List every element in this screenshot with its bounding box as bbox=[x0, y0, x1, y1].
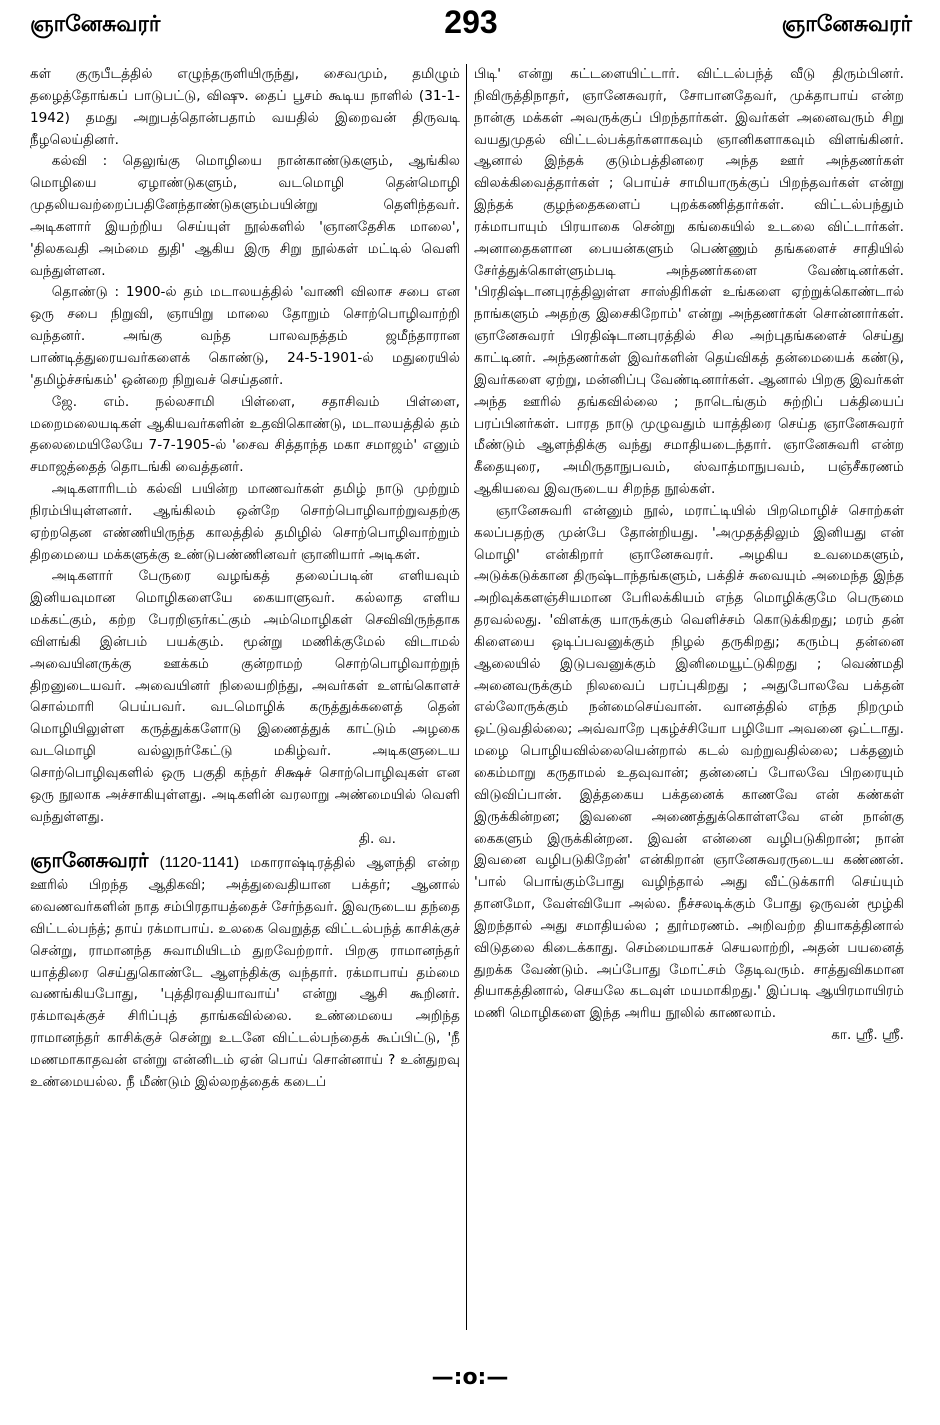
author-signature-row bbox=[30, 829, 460, 851]
text-columns bbox=[30, 64, 910, 1330]
paragraph: கள் குருபீடத்தில் எழுந்தருளியிருந்து, சைவமும், தமிழும் தழைத்தோங்கப் பாடுபட்டு, விஷு. தைப் பூசம் கூடிய நாளில் (31-1-1942) தமது அறுபத்தொன்பதாம் வயதில் இறைவன் திருவடி நீழலெய்தினர். bbox=[30, 66, 460, 148]
paragraph: தொண்டு : 1900-ல் தம் மடாலயத்தில் 'வாணி விலாச சபை என ஒரு சபை நிறுவி, ஞாயிறு மாலை தோறும் சொற்பொழிவாற்றி வந்தனர். அங்கு வந்த பாலவநத்தம் ஜமீந்தாரான பாண்டித்துரையவர்களைக் கொண்டு, 24-5-1901-ல் மதுரையில் 'தமிழ்ச்சங்கம்' ஒன்றை நிறுவச் செய்தனர். bbox=[30, 284, 460, 388]
running-head-right: ஞானேசுவரர் bbox=[781, 12, 912, 37]
page-header bbox=[30, 0, 912, 60]
paragraph: ஜே. எம். நல்லசாமி பிள்ளை, சதாசிவம் பிள்ளை, மறைமலையடிகள் ஆகியவர்களின் உதவிகொண்டு, மடாலயத்தில் தம் தலைமையிலேயே 7-7-1905-ல் 'சைவ சித்தாந்த மகா சமாஜம்' எனும் சமாஜத்தைத் தொடங்கி வைத்தனர். bbox=[30, 393, 460, 476]
paragraph: கல்வி : தெலுங்கு மொழியை நான்காண்டுகளும், ஆங்கில மொழியை ஏழாண்டுகளும், வடமொழி தென்மொழி முதலியவற்றைப்பதினேந்தாண்டுகளும்பயின்று தெளிந்தவர். அடிகளார் இயற்றிய செய்யுள் நூல்களில் 'ஞானதேசிக மாலை', 'திலகவதி அம்மை துதி' ஆகிய இரு சிறு நூல்கள் மட்டில் வெளி வந்துள்ளன. bbox=[30, 153, 460, 279]
author-initials: கா. ஸ்ரீ. ஸ்ரீ. bbox=[831, 1027, 904, 1044]
author-initials: தி. வ. bbox=[358, 830, 396, 847]
section-end-ornament: —:o:— bbox=[431, 1365, 509, 1390]
paragraph: பிடி' என்று கட்டளையிட்டார். விட்டல்பந்த் வீடு திரும்பினர். நிவிருத்திநாதர், ஞானேசுவரர், சோபானதேவர், முக்தாபாய் என்ற நான்கு மக்கள் அவருக்குப் பிறந்தார்கள். இவர்கள் அனைவரும் சிறு வயதுமுதல் விட்டல்பக்தர்களாகவும் ஞானிகளாகவும் விளங்கினர். ஆனால் இந்தக் குடும்பத்தினரை அந்த ஊர் அந்தணர்கள் விலக்கிவைத்தார்கள் ; பொய்ச் சாமியாருக்குப் பிறந்தவர்கள் என்று இந்தக் குழந்தைகளைப் புறக்கணித்தார்கள். விட்டல்பந்தும் ரக்மாபாயும் பிரயாகை சென்று கங்கையில் உடலை விட்டார்கள். அனாதைகளான பையன்களும் பெண்ணும் தங்களைச் சாதியில் சேர்த்துக்கொள்ளும்படி அந்தணர்களை வேண்டினர்கள். 'பிரதிஷ்டானபுரத்திலுள்ள சாஸ்திரிகள் உங்களை ஏற்றுக்கொண்டால் நாங்களும் அதற்கு இசைகிறோம்' என்று அந்தணர்கள் சொன்னார்கள். ஞானேசுவரர் பிரதிஷ்டானபுரத்தில் சில அற்புதங்களைச் செய்து காட்டினர். அந்தணர்கள் இவர்களின் தெய்விகத் தன்மையைக் கண்டு, இவர்களை ஏற்று, மன்னிப்பு வேண்டினார்கள். ஆனால் பிறகு இவர்கள் அந்த ஊரில் தங்கவில்லை ; நாடெங்கும் சுற்றிப் பக்தியைப் பரப்பினர்கள். பாரத நாடு முழுவதும் யாத்திரை செய்த ஞானேசுவரர் மீண்டும் ஆளந்திக்கு வந்து சமாதியடைந்தார். ஞானேசுவரி என்ற கீதையுரை, அமிருதாநுபவம், ஸ்வாத்மாநுபவம், பஞ்சீகரணம் ஆகியவை இவருடைய சிறந்த நூல்கள். bbox=[474, 66, 904, 498]
page-number: 293 bbox=[444, 4, 498, 40]
paragraph: அடிகளாரிடம் கல்வி பயின்ற மாணவர்கள் தமிழ் நாடு முற்றும் நிரம்பியுள்ளனர். ஆங்கிலம் ஒன்றே சொற்பொழிவாற்றுவதற்கு ஏற்றதென எண்ணியிருந்த காலத்தில் தமிழில் சொற்பொழிவாற்றும் திறமையை மக்களுக்கு உண்டுபண்ணினவர் ஞானியார் அடிகள். bbox=[30, 481, 460, 563]
left-column bbox=[30, 64, 460, 1330]
entry-paragraph bbox=[30, 850, 460, 1093]
signature-spacer bbox=[420, 829, 460, 851]
paragraph: ஞானேசுவரி என்னும் நூல், மராட்டியில் பிறமொழிச் சொற்கள் கலப்பதற்கு முன்பே தோன்றியது. 'அமுதத்திலும் இனியது என் மொழி' என்கிறார் ஞானேசுவரர். அழகிய உவமைகளும், அடுக்கடுக்கான திருஷ்டாந்தங்களும், பக்திச் சுவையும் அமைந்த இந்த அறிவுக்களஞ்சியமான பேரிலக்கியம் எந்த மொழிக்குமே பெருமை தரவல்லது. 'விளக்கு யாருக்கும் வெளிச்சம் கொடுக்கிறது; மரம் தன் கிளையை ஒடிப்பவனுக்கும் நிழல் தருகிறது; கரும்பு தன்னை ஆலையில் இடுபவனுக்கும் இனிமையூட்டுகிறது ; வெண்மதி அனைவருக்கும் நிலவைப் பரப்புகிறது ; அதுபோலவே பக்தன் எல்லோருக்கும் நன்மைசெய்வான். வானத்தில் எந்த நிறமும் ஒட்டுவதில்லை; அவ்வாறே புகழ்ச்சியோ பழியோ அவனை ஒட்டாது. மழை பொழியவில்லையென்றால் கடல் வற்றுவதில்லை; பக்தனும் கைம்மாறு கருதாமல் உதவுவான்; தன்னைப் போலவே பிறரையும் விடுவிப்பான். இத்தகைய பக்தனைக் காணவே என் கண்கள் இருக்கின்றன; இவனை அணைத்துக்கொள்ளவே என் நான்கு கைகளும் இருக்கின்றன. இவன் என்னை வழிபடுகிறான்; நான் இவனை வழிபடுகிறேன்' என்கிறான் ஞானேசுவரருடைய கண்ணன். 'பால் பொங்கும்போது வழிந்தால் அது வீட்டுக்காரி செய்யும் தானமோ, வேள்வியோ அல்ல. நீச்சலடிக்கும் போது ஒருவன் மூழ்கி இறந்தால் அது சமாதியல்ல ; தூர்மரணம். அறிவற்ற தியாகத்தினால் விடுதலை கிடைக்காது. செம்மையாகச் செயலாற்றி, அதன் பயனைத் துறக்க வேண்டும். அப்போது மோட்சம் தேடிவரும். சாத்துவிகமான தியாகத்தினால், செயலே கடவுள் மயமாகிறது.' இப்படி ஆயிரமாயிரம் மணி மொழிகளை இந்த அரிய நூலில் காணலாம். bbox=[474, 502, 904, 1022]
paragraph: அடிகளார் பேருரை வழங்கத் தலைப்படின் எளியவும் இனியவுமான மொழிகளையே கையாளுவர். கல்லாத எளிய மக்கட்கும், கற்ற பேரறிஞர்கட்கும் அம்மொழிகள் செவிவிருந்தாக விளங்கி இன்பம் பயக்கும். மூன்று மணிக்குமேல் விடாமல் அவையினருக்கு ஊக்கம் குன்றாமற் சொற்பொழிவாற்றுந் திறனுடையவர். அவையினர் நிலையறிந்து, அவர்கள் உளங்கொளச் சொல்மாரி பெய்பவர். வடமொழிக் கருத்துக்களைத் தென் மொழியிலுள்ள கருத்துக்களோடு இணைத்துக் காட்டும் அழகை வடமொழி வல்லுநர்கேட்டு மகிழ்வர். அடிகளுடைய சொற்பொழிவுகளில் ஒரு பகுதி கந்தர் சிக்ஷச் சொற்பொழிவுகள் என ஒரு நூலாக அச்சாகியுள்ளது. அடிகளின் வரலாறு அண்மையில் வெளி வந்துள்ளது. bbox=[30, 568, 460, 825]
author-signature-row bbox=[474, 1025, 904, 1047]
entry-text: மகாராஷ்டிரத்தில் ஆளந்தி என்ற ஊரில் பிறந்த ஆதிகவி; அத்துவைதியான பக்தர்; ஆனால் வைணவர்களின் நாத சம்பிரதாயத்தைச் சேர்ந்தவர். இவருடைய தந்தை விட்டல்பந்த்; தாய் ரக்மாபாய். உலகை வெறுத்த விட்டல்பந்த் காசிக்குச் சென்று, ராமானந்த சுவாமியிடம் துறவேற்றார். பிறகு ராமானந்தர் யாத்திரை செய்துகொண்டே ஆளந்திக்கு வந்தார். ரக்மாபாய் தம்மை வணங்கியபோது, 'புத்திரவதியாவாய்' என்று ஆசி கூறினர். ரக்மாவுக்குச் சிரிப்புத் தாங்கவில்லை. உண்மையை அறிந்த ராமானந்தர் காசிக்குச் சென்று உடனே விட்டல்பந்தைக் கூப்பிட்டு, 'நீ மணமாகாதவன் என்று என்னிடம் ஏன் பொய் சொன்னாய் ? உன்துறவு உண்மையல்ல. நீ மீண்டும் இல்லறத்தைக் கடைப் bbox=[30, 855, 460, 1090]
right-column bbox=[474, 64, 904, 1330]
entry-heading: ஞானேசுவரர் bbox=[30, 848, 149, 873]
entry-years: (1120-1141) bbox=[159, 854, 240, 872]
running-head-left: ஞானேசுவரர் bbox=[30, 12, 161, 37]
column-divider bbox=[466, 64, 467, 1330]
